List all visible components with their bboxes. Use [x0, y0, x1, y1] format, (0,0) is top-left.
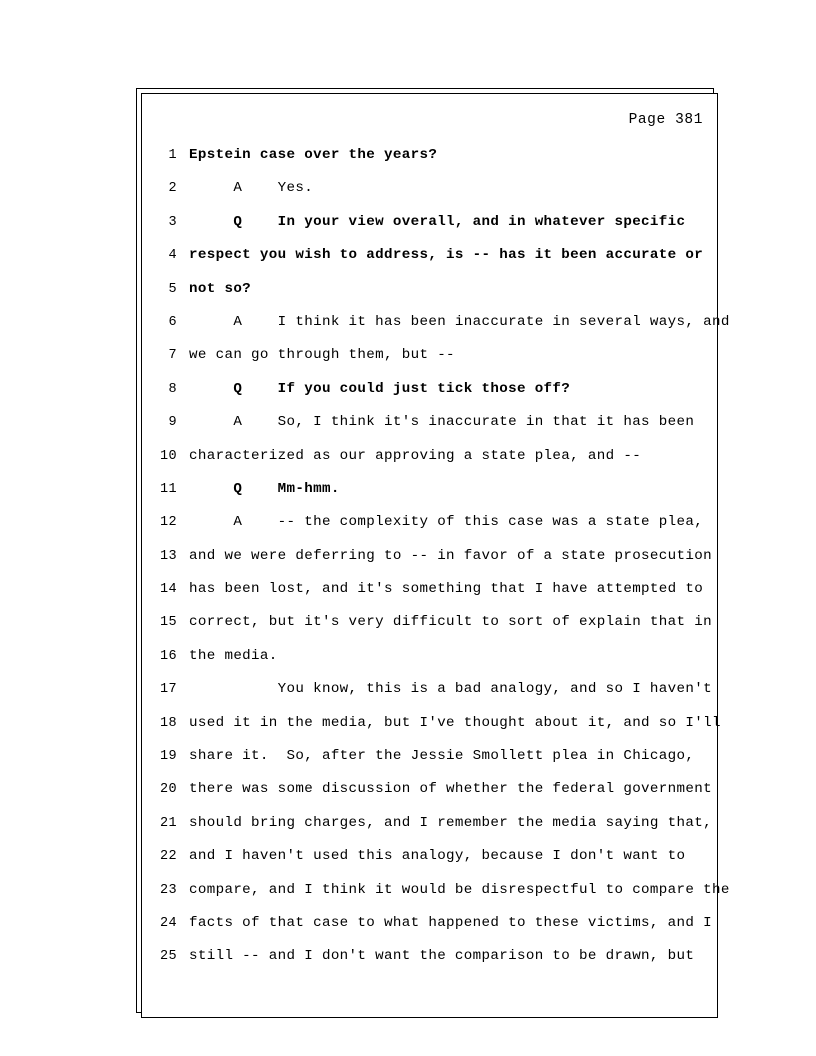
- line-number: 3: [168, 214, 177, 230]
- line-number: 12: [159, 515, 177, 531]
- line-number: 14: [159, 582, 177, 598]
- line-text: Q In your view overall, and in whatever specific: [189, 213, 686, 230]
- line-number: 25: [159, 949, 177, 965]
- transcript-line: [141, 306, 730, 339]
- transcript-line: [141, 673, 718, 706]
- line-number: 5: [168, 281, 177, 297]
- transcript-line: [141, 573, 718, 606]
- transcript-line: [141, 907, 718, 940]
- line-text: there was some discussion of whether the federal government: [189, 781, 712, 798]
- transcript-line: [141, 473, 718, 506]
- transcript-line: [141, 440, 718, 473]
- transcript-line: [141, 874, 730, 907]
- line-number: 19: [159, 749, 177, 765]
- transcript-line: [141, 740, 718, 773]
- transcript-body: [141, 139, 730, 974]
- line-text: compare, and I think it would be disrespectful to compare the: [189, 881, 730, 898]
- transcript-line: [141, 273, 718, 306]
- transcript-line: [141, 640, 718, 673]
- line-number: 24: [159, 915, 177, 931]
- line-number: 8: [168, 381, 177, 397]
- transcript-line: [141, 406, 718, 439]
- line-number: 6: [168, 314, 177, 330]
- transcript-line: [141, 606, 718, 639]
- line-number: 1: [168, 148, 177, 163]
- line-number: 13: [159, 548, 177, 564]
- line-text: A I think it has been inaccurate in several ways, and: [189, 313, 730, 330]
- transcript-line: [141, 373, 718, 406]
- line-number: 23: [159, 882, 177, 898]
- transcript-line: [141, 172, 718, 205]
- transcript-line: [141, 807, 718, 840]
- transcript-line: [141, 239, 718, 272]
- transcript-line: [141, 707, 721, 740]
- line-text: facts of that case to what happened to these victims, and I: [189, 914, 712, 931]
- transcript-line: [141, 840, 718, 873]
- line-text: still -- and I don't want the comparison to be drawn, but: [189, 948, 695, 965]
- line-number: 21: [159, 815, 177, 831]
- line-text: characterized as our approving a state plea, and --: [189, 447, 642, 464]
- line-text: used it in the media, but I've thought about it, and so I'll: [189, 714, 721, 731]
- line-number: 18: [159, 715, 177, 731]
- line-text: correct, but it's very difficult to sort of explain that in: [189, 614, 712, 631]
- transcript-line: [141, 773, 718, 806]
- line-number: 22: [159, 849, 177, 865]
- line-number: 16: [159, 648, 177, 664]
- line-text: Q If you could just tick those off?: [189, 380, 571, 397]
- line-number: 4: [168, 248, 177, 264]
- transcript-line: [141, 139, 718, 172]
- line-number: 17: [159, 682, 177, 698]
- transcript-line: [141, 506, 718, 539]
- line-text: Q Mm-hmm.: [189, 480, 340, 497]
- line-text: should bring charges, and I remember the media saying that,: [189, 814, 712, 831]
- line-text: and I haven't used this analogy, because I don't want to: [189, 848, 686, 865]
- line-text: has been lost, and it's something that I have attempted to: [189, 581, 704, 598]
- line-text: A Yes.: [189, 180, 314, 197]
- line-text: share it. So, after the Jessie Smollett plea in Chicago,: [189, 748, 695, 765]
- line-text: respect you wish to address, is -- has it been accurate or: [189, 247, 704, 264]
- line-text: A So, I think it's inaccurate in that it has been: [189, 414, 695, 431]
- line-number: 20: [159, 782, 177, 798]
- line-text: we can go through them, but --: [189, 347, 455, 364]
- line-number: 15: [159, 615, 177, 631]
- transcript-line: [141, 540, 718, 573]
- transcript-line: [141, 940, 718, 973]
- line-text: You know, this is a bad analogy, and so I haven't: [189, 681, 712, 698]
- line-text: A -- the complexity of this case was a state plea,: [189, 514, 704, 531]
- line-number: 10: [159, 448, 177, 464]
- line-number: 9: [168, 415, 177, 431]
- line-number: 2: [168, 181, 177, 197]
- transcript-line: [141, 206, 718, 239]
- line-text: not so?: [189, 280, 252, 297]
- line-text: and we were deferring to -- in favor of a state prosecution: [189, 547, 712, 564]
- line-number: 7: [168, 348, 177, 364]
- line-number: 11: [159, 481, 177, 497]
- line-text: the media.: [189, 647, 278, 664]
- page-number-label: Page 381: [628, 112, 703, 128]
- line-text: Epstein case over the years?: [189, 147, 438, 163]
- transcript-line: [141, 339, 718, 372]
